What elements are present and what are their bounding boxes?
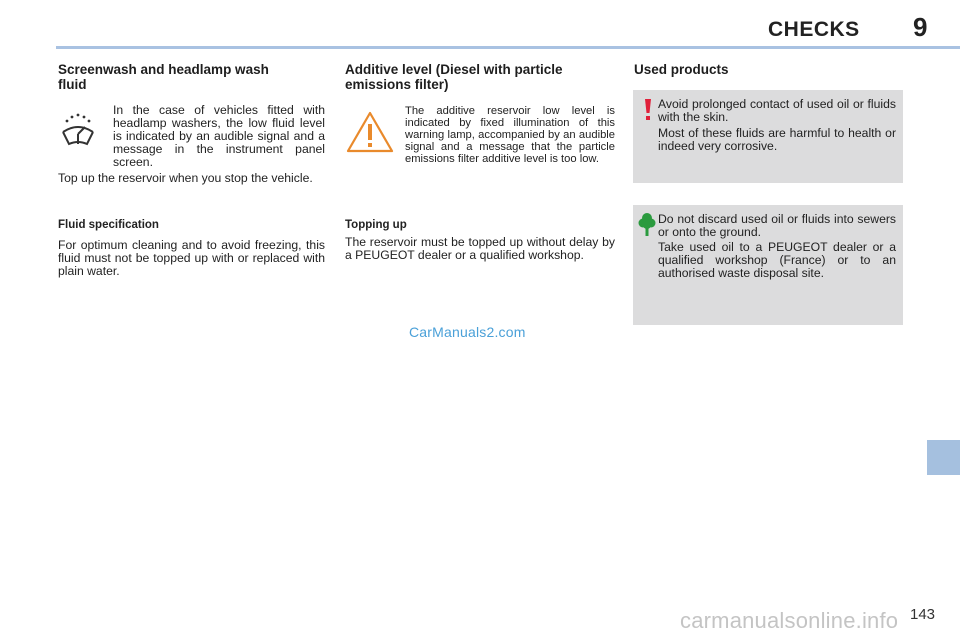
chapter-number: 9 xyxy=(913,12,928,42)
page-title: CHECKS xyxy=(768,18,860,41)
topping-up-heading: Topping up xyxy=(345,219,407,231)
exclamation-icon xyxy=(642,98,654,127)
washer-fluid-icon xyxy=(57,110,99,157)
chapter-tab xyxy=(927,440,960,475)
environment-line-2: Take used oil to a PEUGEOT dealer or a qualified workshop (France) or to an authorised waste disposal site. xyxy=(658,240,896,280)
additive-intro: The additive reservoir low level is indicated by fixed illumination of this warning lamp, accompanied by an audible signal and a message that the particle emissions filter additive level is too low. xyxy=(405,105,615,165)
warning-line-1: Avoid prolonged contact of used oil or fluids with the skin. xyxy=(658,97,896,124)
environment-box xyxy=(633,205,903,325)
screenwash-intro: In the case of vehicles fitted with headlamp washers, the low fluid level is indicated by an audible signal and a message in the instrument panel screen. xyxy=(113,103,325,169)
environment-line-1: Do not discard used oil or fluids into sewers or onto the ground. xyxy=(658,212,896,239)
warning-box xyxy=(633,90,903,183)
screenwash-heading: Screenwash and headlamp wash fluid xyxy=(58,62,269,92)
used-products-heading: Used products xyxy=(634,62,729,77)
topping-up-text: The reservoir must be topped up without delay by a PEUGEOT dealer or a qualified workshop. xyxy=(345,235,615,262)
warning-line-2: Most of these fluids are harmful to health or indeed very corrosive. xyxy=(658,126,896,153)
page-number: 143 xyxy=(910,606,936,623)
site-watermark: CarManuals2.com xyxy=(409,324,526,340)
fluid-spec-heading: Fluid specification xyxy=(58,219,159,231)
additive-heading: Additive level (Diesel with particle emissions filter) xyxy=(345,62,563,92)
fluid-spec-text: For optimum cleaning and to avoid freezing, this fluid must not be topped up with or replaced with plain water. xyxy=(58,238,325,278)
tree-icon xyxy=(638,211,656,242)
warning-triangle-icon xyxy=(345,110,395,159)
footer-watermark: carmanualsonline.info xyxy=(680,608,899,633)
header-divider xyxy=(56,46,960,49)
screenwash-topup: Top up the reservoir when you stop the vehicle. xyxy=(58,171,313,185)
